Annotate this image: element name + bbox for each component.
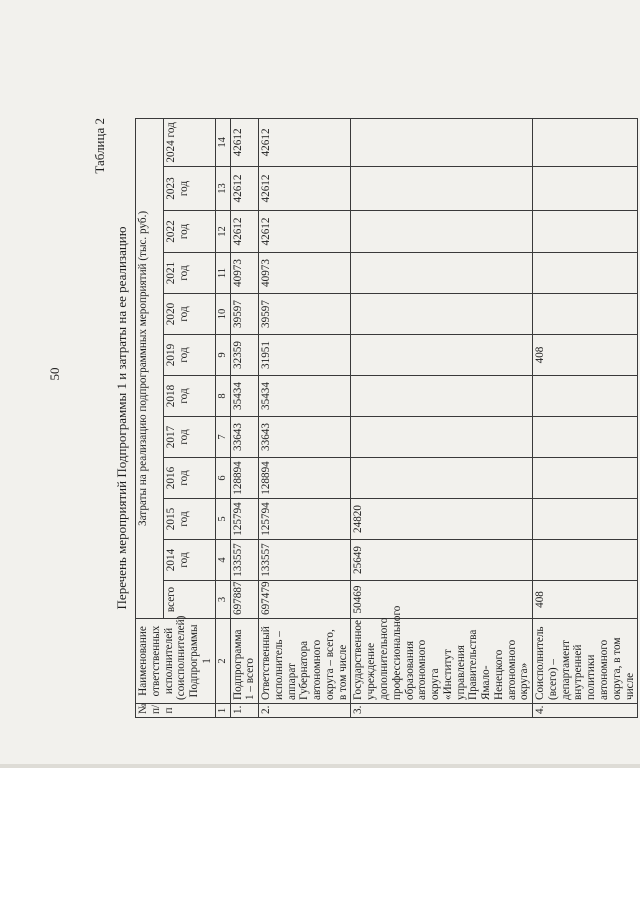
column-number-row (215, 118, 230, 717)
row-value (351, 376, 533, 417)
row-value (351, 458, 533, 499)
row-value (351, 417, 533, 458)
column-number: 2 (215, 619, 230, 704)
row-value (351, 294, 533, 335)
row-value: 39597 (230, 294, 259, 335)
row-value: 42612 (230, 118, 259, 166)
row-value (533, 253, 638, 294)
row-value (533, 540, 638, 581)
header-year: 2017 год (164, 417, 215, 458)
row-value: 133557 (259, 540, 351, 581)
column-number: 7 (215, 417, 230, 458)
row-value: 25649 (351, 540, 533, 581)
rotated-content (92, 118, 636, 718)
row-value: 24820 (351, 499, 533, 540)
table-row (533, 118, 638, 717)
row-value: 128894 (230, 458, 259, 499)
row-value: 42612 (259, 167, 351, 211)
table-row (351, 118, 533, 717)
column-number: 10 (215, 294, 230, 335)
column-number: 13 (215, 167, 230, 211)
row-total: 408 (533, 581, 638, 619)
row-value: 125794 (230, 499, 259, 540)
row-value: 31951 (259, 335, 351, 376)
row-value: 42612 (259, 211, 351, 253)
row-total: 697887 (230, 581, 259, 619)
row-num: 1. (230, 704, 259, 718)
row-value: 40973 (230, 253, 259, 294)
row-value: 39597 (259, 294, 351, 335)
row-value: 42612 (230, 167, 259, 211)
header-year: 2019 год (164, 335, 215, 376)
header-year: 2021 год (164, 253, 215, 294)
table-label: Таблица 2 (92, 118, 107, 174)
row-value (533, 167, 638, 211)
header-year: 2015 год (164, 499, 215, 540)
row-value: 42612 (230, 211, 259, 253)
header-year: 2018 год (164, 376, 215, 417)
row-value: 125794 (259, 499, 351, 540)
header-year: 2022 год (164, 211, 215, 253)
row-value: 408 (533, 335, 638, 376)
row-value: 128894 (259, 458, 351, 499)
row-value (533, 376, 638, 417)
row-value (351, 118, 533, 166)
row-value: 32359 (230, 335, 259, 376)
table-title: Перечень мероприятий Подпрограммы 1 и затраты на ее реализацию (114, 226, 129, 610)
scan-edge (0, 764, 640, 768)
row-value: 35434 (230, 376, 259, 417)
row-value: 35434 (259, 376, 351, 417)
column-number: 9 (215, 335, 230, 376)
row-name: Подпрограмма 1 – всего (230, 619, 259, 704)
row-value: 133557 (230, 540, 259, 581)
column-number: 11 (215, 253, 230, 294)
row-name: Государственное учреждение дополнительного профессионального образования автономного округа «Институт управления Правительства Ямало-Ненецкого автономного округа» (351, 619, 533, 704)
header-year: 2020 год (164, 294, 215, 335)
row-num: 2. (259, 704, 351, 718)
row-num: 4. (533, 704, 638, 718)
row-num: 3. (351, 704, 533, 718)
header-costs-group: Затраты на реализацию подпрограммных мероприятий (тыс. руб.) (136, 118, 164, 618)
header-name: Наименование ответственных исполнителей (соисполнителей) Подпрограммы 1 (136, 619, 216, 704)
row-total: 697479 (259, 581, 351, 619)
header-row-1 (136, 118, 164, 717)
header-year: 2014 год (164, 540, 215, 581)
column-number: 14 (215, 118, 230, 166)
header-year: 2023 год (164, 167, 215, 211)
row-value (533, 294, 638, 335)
column-number: 6 (215, 458, 230, 499)
column-number: 1 (215, 704, 230, 718)
row-value: 33643 (259, 417, 351, 458)
table-row (230, 118, 259, 717)
row-value (533, 211, 638, 253)
row-value (351, 167, 533, 211)
row-name: Соисполнитель (всего) – департамент внутренней политики автономного округа, в том числе (533, 619, 638, 704)
row-value (533, 118, 638, 166)
row-total: 50469 (351, 581, 533, 619)
row-value (351, 211, 533, 253)
column-number: 4 (215, 540, 230, 581)
row-value: 42612 (259, 118, 351, 166)
row-value (533, 499, 638, 540)
column-number: 5 (215, 499, 230, 540)
header-total: всего (164, 581, 215, 619)
row-value: 40973 (259, 253, 351, 294)
row-value (533, 458, 638, 499)
column-number: 8 (215, 376, 230, 417)
page-number: 50 (47, 367, 62, 381)
row-value (351, 335, 533, 376)
table-row (259, 118, 351, 717)
row-value (533, 417, 638, 458)
header-year: 2016 год (164, 458, 215, 499)
column-number: 12 (215, 211, 230, 253)
row-name: Ответственный исполнитель – аппарат Губернатора автономного округа – всего, в том числе (259, 619, 351, 704)
row-value: 33643 (230, 417, 259, 458)
header-year: 2024 год (164, 118, 215, 166)
header-num: № п/п (136, 704, 216, 718)
measures-table (135, 118, 638, 718)
row-value (351, 253, 533, 294)
column-number: 3 (215, 581, 230, 619)
